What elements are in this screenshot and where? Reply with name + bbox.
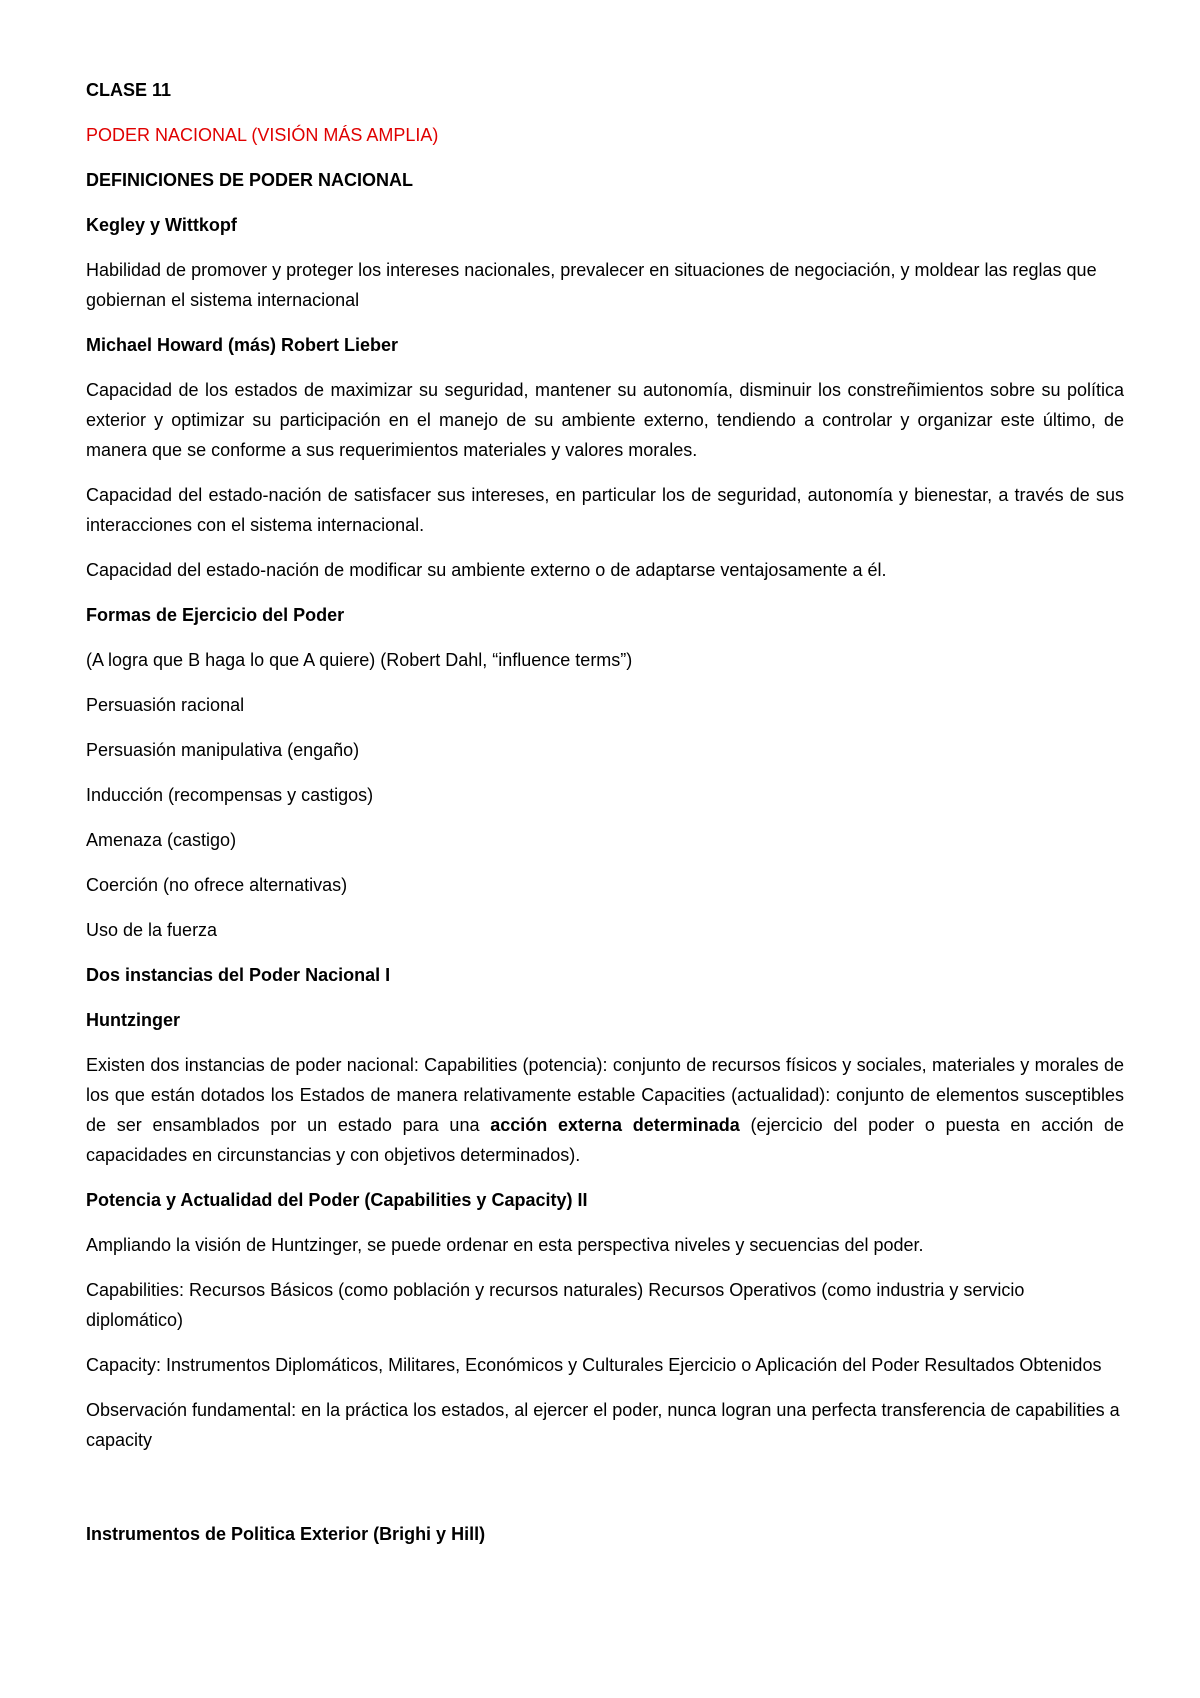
definition-howard-3: Capacidad del estado-nación de modificar su ambiente externo o de adaptarse ventajosamente a él. xyxy=(86,560,887,580)
definition-kegley: Habilidad de promover y proteger los intereses nacionales, prevalecer en situaciones de negociación, y moldear las reglas que gobiernan el sistema internacional xyxy=(86,260,1097,310)
huntzinger-text-b: (ejercicio del poder o puesta en acción de capacidades en circunstancias y con objetivos determinados). xyxy=(86,1115,1124,1165)
huntzinger-bold-phrase: acción externa determinada xyxy=(490,1115,740,1135)
author-kegley: Kegley y Wittkopf xyxy=(86,215,237,235)
heading-definitions: DEFINICIONES DE PODER NACIONAL xyxy=(86,170,414,190)
heading-instrumentos: Instrumentos de Politica Exterior (Brighi y Hill) xyxy=(86,1524,486,1544)
forma-item: Amenaza (castigo) xyxy=(86,830,237,850)
forma-item: Coerción (no ofrece alternativas) xyxy=(86,875,348,895)
potencia-capabilities: Capabilities: Recursos Básicos (como población y recursos naturales) Recursos Operativos (como industria y servicio diplomático) xyxy=(86,1280,1025,1330)
author-howard: Michael Howard (más) Robert Lieber xyxy=(86,335,399,355)
potencia-capacity: Capacity: Instrumentos Diplomáticos, Militares, Económicos y Culturales Ejercicio o Aplicación del Poder Resultados Obtenidos xyxy=(86,1355,1102,1375)
section-title: PODER NACIONAL (VISIÓN MÁS AMPLIA) xyxy=(86,125,439,145)
heading-instancias: Dos instancias del Poder Nacional I xyxy=(86,965,391,985)
class-title: CLASE 11 xyxy=(86,80,172,100)
definition-howard-2: Capacidad del estado-nación de satisfacer sus intereses, en particular los de seguridad, autonomía y bienestar, a través de sus interacciones con el sistema internacional. xyxy=(86,485,1124,535)
forma-item: Persuasión racional xyxy=(86,695,245,715)
forma-item: Inducción (recompensas y castigos) xyxy=(86,785,374,805)
potencia-intro: Ampliando la visión de Huntzinger, se puede ordenar en esta perspectiva niveles y secuencias del poder. xyxy=(86,1235,924,1255)
huntzinger-text-a: Existen dos instancias de poder nacional: Capabilities (potencia): conjunto de recursos físicos y sociales, materiales y morales de los que están dotados los Estados de manera relativamente estable Capacities (actualidad): conjunto de elementos susceptibles de ser ensamblados por un estado para una xyxy=(86,1055,1124,1135)
heading-formas: Formas de Ejercicio del Poder xyxy=(86,605,345,625)
forma-item: Persuasión manipulativa (engaño) xyxy=(86,740,360,760)
observacion-fundamental: Observación fundamental: en la práctica los estados, al ejercer el poder, nunca logran una perfecta transferencia de capabilities a capacity xyxy=(86,1400,1120,1450)
definition-howard-1: Capacidad de los estados de maximizar su seguridad, mantener su autonomía, disminuir los constreñimientos sobre su política exterior y optimizar su participación en el manejo de su ambiente externo, tendiendo a controlar y organizar este último, de manera que se conforme a sus requerimientos materiales y valores morales. xyxy=(86,380,1124,460)
spacer xyxy=(86,1470,1124,1519)
forma-item: Uso de la fuerza xyxy=(86,920,218,940)
huntzinger-paragraph xyxy=(86,1050,1124,1170)
author-huntzinger: Huntzinger xyxy=(86,1010,180,1030)
formas-intro: (A logra que B haga lo que A quiere) (Robert Dahl, “influence terms”) xyxy=(86,650,633,670)
heading-potencia: Potencia y Actualidad del Poder (Capabilities y Capacity) II xyxy=(86,1190,588,1210)
